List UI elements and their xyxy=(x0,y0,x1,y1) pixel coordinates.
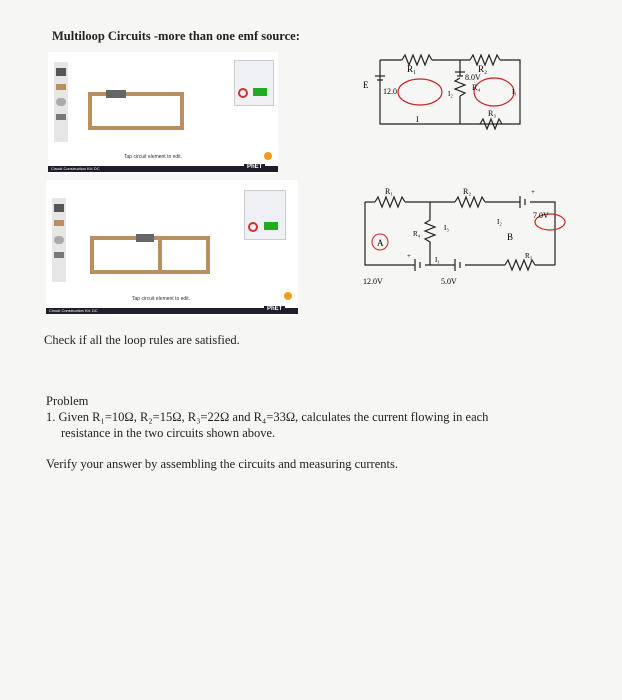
control-panel xyxy=(234,60,274,106)
resistor-icon xyxy=(56,84,66,90)
simulated-battery xyxy=(106,90,126,98)
label-emf-5v: 5.0V xyxy=(441,277,457,286)
label-plus-2: + xyxy=(531,188,535,196)
resistor-r2 xyxy=(455,197,485,207)
label-current: I xyxy=(416,115,419,124)
ammeter-icon xyxy=(253,88,267,96)
resistor-r4 xyxy=(455,78,465,96)
sim-footer-title: Circuit Construction Kit: DC xyxy=(51,166,100,171)
sim-footer-title: Circuit Construction Kit: DC xyxy=(49,308,98,313)
label-b: B xyxy=(507,232,514,242)
label-r1: R₁ xyxy=(385,187,394,196)
label-emf1: 12.0 xyxy=(383,87,397,96)
label-r3: R₃ xyxy=(525,252,533,260)
problem-section xyxy=(46,393,586,441)
switch-icon xyxy=(54,252,64,258)
phet-simulation-screenshot-2 xyxy=(46,180,298,316)
reset-icon[interactable] xyxy=(264,152,272,160)
label-r2: R₂ xyxy=(463,187,472,196)
label-r1: R₁ xyxy=(407,64,417,74)
label-r2: R₂ xyxy=(478,64,488,74)
lightbulb-icon xyxy=(56,98,66,106)
loop-arrow-1 xyxy=(398,79,442,105)
label-i3: I₃ xyxy=(444,224,449,232)
phet-simulation-screenshot-1 xyxy=(48,52,278,174)
label-r3: R₃ xyxy=(488,109,497,118)
resistor-r1 xyxy=(375,197,405,207)
label-i1: I₁ xyxy=(512,88,517,96)
label-i2: I₂ xyxy=(448,90,453,98)
switch-icon xyxy=(56,114,66,120)
label-plus-1: + xyxy=(407,252,411,260)
simulated-circuit xyxy=(88,92,184,130)
battery-icon xyxy=(54,204,64,212)
label-emf2: 8.0V xyxy=(465,73,481,82)
phet-logo: PhET xyxy=(244,164,265,170)
battery-icon xyxy=(56,68,66,76)
page-title: Multiloop Circuits -more than one emf source: xyxy=(52,29,300,43)
ammeter-icon xyxy=(264,222,278,230)
magnifier-icon xyxy=(238,88,248,98)
circuit-diagram-2 xyxy=(355,180,570,290)
problem-line-2: resistance in the two circuits shown above. xyxy=(61,426,276,440)
label-a: A xyxy=(377,238,384,248)
problem-line-1: 1. Given R₁=10Ω, R₂=15Ω, R₃=22Ω and R₄=33Ω, calculates the current flowing in each xyxy=(46,410,489,424)
lightbulb-icon xyxy=(54,236,64,244)
check-instruction: Check if all the loop rules are satisfied. xyxy=(44,333,240,347)
simulated-circuit-right-loop xyxy=(158,236,210,274)
circuit-diagram-1 xyxy=(360,46,530,136)
label-emf-symbol: E xyxy=(363,80,369,90)
caption: Tap circuit element to edit. xyxy=(132,296,191,302)
label-i2: I₂ xyxy=(497,218,502,226)
resistor-r4 xyxy=(425,202,435,265)
label-emf-7v: 7.0V xyxy=(533,211,549,220)
reset-icon[interactable] xyxy=(284,292,292,300)
phet-logo: PhET xyxy=(264,306,285,312)
label-r4: R₄ xyxy=(472,83,481,92)
caption: Tap circuit element to edit. xyxy=(124,154,183,160)
resistor-icon xyxy=(54,220,64,226)
verify-instruction: Verify your answer by assembling the circuits and measuring currents. xyxy=(46,457,398,471)
problem-heading: Problem xyxy=(46,394,89,408)
resistor-r3 xyxy=(505,260,535,270)
control-panel xyxy=(244,190,286,240)
label-emf-12v: 12.0V xyxy=(363,277,383,286)
label-r4: R₄ xyxy=(413,230,421,238)
simulated-battery xyxy=(136,234,154,242)
label-i1: I₁ xyxy=(435,256,440,264)
magnifier-icon xyxy=(248,222,258,232)
